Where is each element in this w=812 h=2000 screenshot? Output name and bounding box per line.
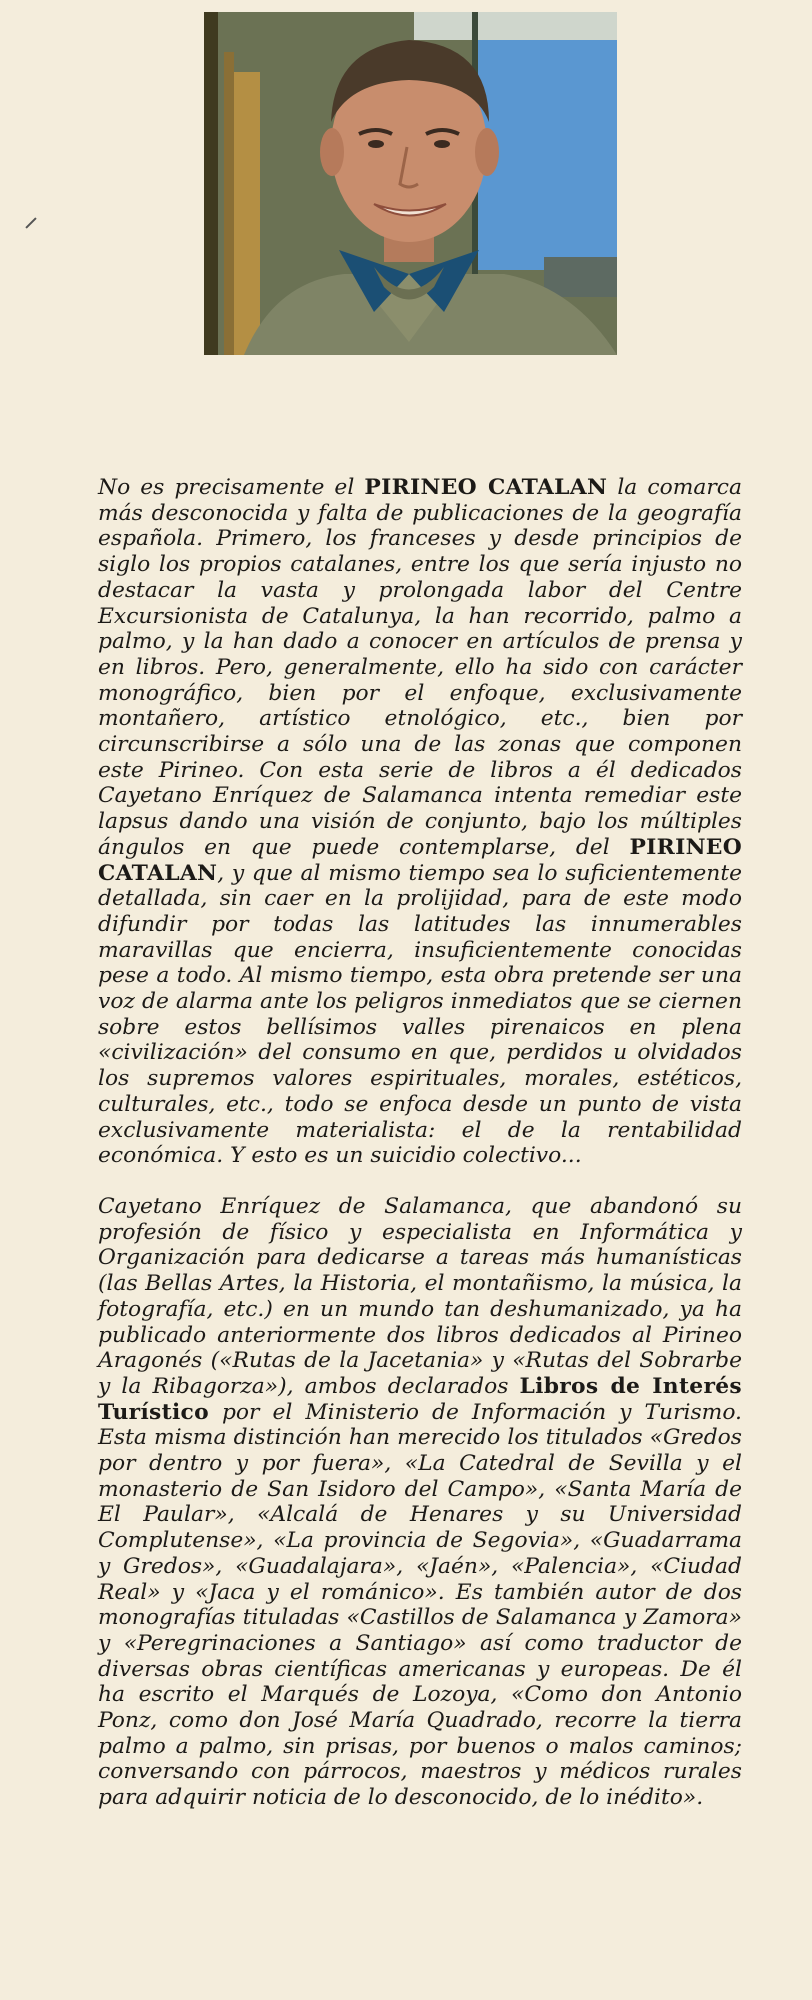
intro-text-1: No es precisamente el bbox=[98, 475, 365, 500]
pencil-mark bbox=[25, 217, 36, 228]
flap-text bbox=[98, 475, 742, 1811]
author-portrait-image bbox=[204, 12, 617, 355]
author-photo bbox=[204, 12, 617, 355]
bio-text-1: Cayetano Enríquez de Salamanca, que abandonó su profesión de físico y especialista en Informática y Organización para dedicarse a tareas más humanísticas (las Bellas Artes, la Historia, el montañismo, la música, la fotografía, etc.) en un mundo tan deshumanizado, ya ha publicado anteriormente dos libros dedicados al Pirineo Aragonés («Rutas de la Jacetania» y «Rutas del Sobrarbe y la Ribagorza»), ambos declarados bbox=[98, 1193, 742, 1399]
bio-text-2: por el Ministerio de Información y Turismo. Esta misma distinción han merecido los titulados «Gredos por dentro y por fuera», «La Catedral de Sevilla y el monasterio de San Isidoro del Campo», «Santa María de El Paular», «Alcalá de Henares y su Universidad Complutense», «La provincia de Segovia», «Guadarrama y Gredos», «Guadalajara», «Jaén», «Palencia», «Ciudad Real» y «Jaca y el románico». Es también autor de dos monografías tituladas «Castillos de Salamanca y Zamora» y «Peregrinaciones a Santiago» así como traductor de diversas obras científicas americanas y europeas. De él ha escrito el Marqués de Lozoya, «Como don Antonio Ponz, como don José María Quadrado, recorre la tierra palmo a palmo, sin prisas, por buenos o malos caminos; conversando con párrocos, maestros y médicos rurales para adquirir noticia de lo desconocido, de lo inédito». bbox=[98, 1399, 742, 1811]
pirineo-catalan-emphasis: PIRINEO CATALAN bbox=[364, 475, 608, 500]
intro-paragraph bbox=[98, 475, 742, 1169]
author-bio-paragraph bbox=[98, 1194, 742, 1811]
intro-text-3: , y que al mismo tiempo sea lo suficientemente detallada, sin caer en la prolijidad, para de este modo difundir por todas las latitudes las innumerables maravillas que encierra, insuficientemente conocidas pese a todo. Al mismo tiempo, esta obra pretende ser una voz de alarma ante los peligros inmediatos que se ciernen sobre estos bellísimos valles pirenaicos en plena «civilización» del consumo en que, perdidos u olvidados los supremos valores espirituales, morales, estéticos, culturales, etc., todo se enfoca desde un punto de vista exclusivamente materialista: el de la rentabilidad económica. Y esto es un suicidio colectivo... bbox=[98, 860, 742, 1169]
libros-interes-turistico-emphasis: Libros de Interés Turístico bbox=[98, 1373, 742, 1425]
intro-text-2: la comarca más desconocida y falta de publicaciones de la geografía española. Primero, los franceses y desde principios de siglo los propios catalanes, entre los que sería injusto no destacar la vasta y prolongada labor del Centre Excursionista de Catalunya, la han recorrido, palmo a palmo, y la han dado a conocer en artículos de prensa y en libros. Pero, generalmente, ello ha sido con carácter monográfico, bien por el enfoque, exclusivamente montañero, artístico etnológico, etc., bien por circunscribirse a sólo una de las zonas que componen este Pirineo. Con esta serie de libros a él dedicados Cayetano Enríquez de Salamanca intenta remediar este lapsus dando una visión de conjunto, bajo los múltiples ángulos en que puede contemplarse, del bbox=[98, 475, 742, 860]
pirineo-catalan-emphasis: PIRINEO CATALAN bbox=[98, 834, 742, 886]
